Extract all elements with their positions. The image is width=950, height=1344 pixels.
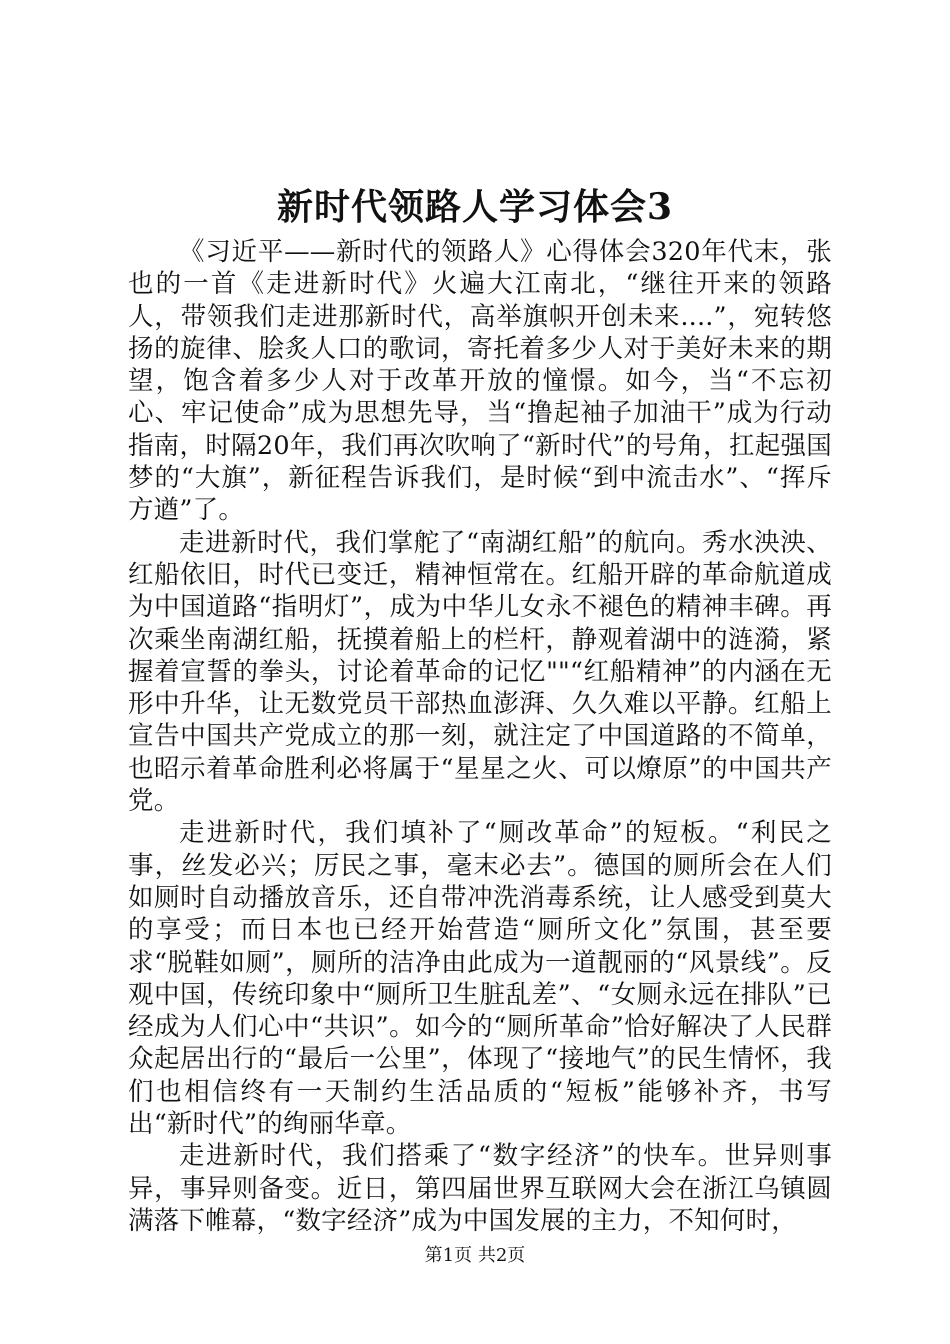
page-footer: 第1页 共2页 [424, 1245, 526, 1266]
paragraph-2: 走进新时代，我们掌舵了“南湖红船”的航向。秀水泱泱、红船依旧，时代已变迁，精神恒常在。红船开辟的革命航道成为中国道路“指明灯”，成为中华儿女永不褪色的精神丰碑。再次乘坐南湖红船，抚摸着船上的栏杆，静观着湖中的涟漪，紧握着宣誓的拳头，讨论着革命的记忆""“红船精神”的内涵在无形中升华，让无数党员干部热血澎湃、久久难以平静。红船上宣告中国共产党成立的那一刻，就注定了中国道路的不简单，也昭示着革命胜利必将属于“星星之火、可以燎原”的中国共产党。 [128, 527, 832, 817]
document-title: 新时代领路人学习体会3 [276, 186, 674, 228]
paragraph-3: 走进新时代，我们填补了“厕改革命”的短板。“利民之事，丝发必兴；厉民之事，毫末必去”。德国的厕所会在人们如厕时自动播放音乐，还自带冲洗消毒系统，让人感受到莫大的享受；而日本也已经开始营造“厕所文化”氛围，甚至要求“脱鞋如厕”，厕所的洁净由此成为一道靓丽的“风景线”。反观中国，传统印象中“厕所卫生脏乱差”、“女厕永远在排队”已经成为人们心中“共识”。如今的“厕所革命”恰好解决了人民群众起居出行的“最后一公里”，体现了“接地气”的民生情怀，我们也相信终有一天制约生活品质的“短板”能够补齐，书写出“新时代”的绚丽华章。 [128, 818, 832, 1140]
paragraph-4: 走进新时代，我们搭乘了“数字经济”的快车。世异则事异，事异则备变。近日，第四届世界互联网大会在浙江乌镇圆满落下帷幕，“数字经济”成为中国发展的主力，不知何时， [128, 1141, 832, 1236]
paragraph-1: 《习近平——新时代的领路人》心得体会320年代末，张也的一首《走进新时代》火遍大江南北，“继往开来的领路人，带领我们走进那新时代，高举旗帜开创未来....”，宛转悠扬的旋律、脍炙人口的歌词，寄托着多少人对于美好未来的期望，饱含着多少人对于改革开放的憧憬。如今，当“不忘初心、牢记使命”成为思想先导，当“撸起袖子加油干”成为行动指南，时隔20年，我们再次吹响了“新时代”的号角，扛起强国梦的“大旗”，新征程告诉我们，是时候“到中流击水”、“挥斥方遒”了。 [128, 237, 832, 526]
document-body [128, 236, 832, 1237]
